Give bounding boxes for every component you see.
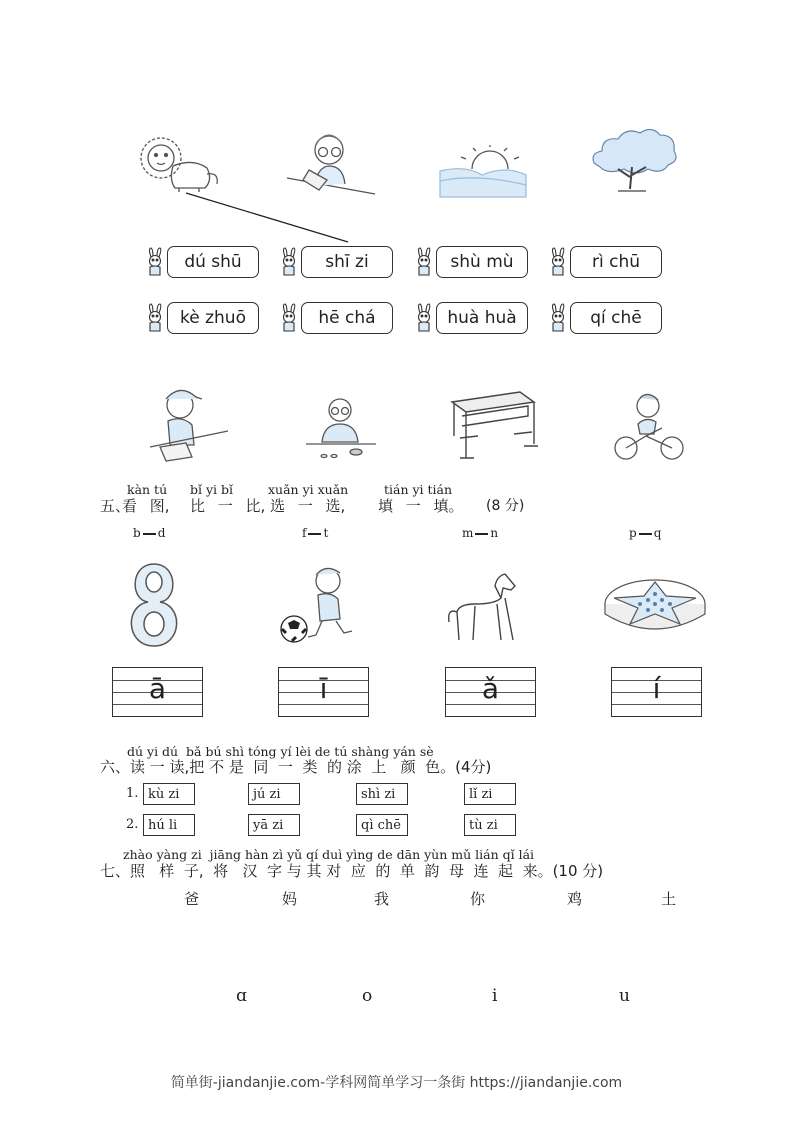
tree-picture bbox=[588, 125, 680, 197]
pinyin-box: kè zhuō bbox=[167, 302, 259, 334]
pair-dash bbox=[639, 533, 652, 535]
bunny-icon bbox=[145, 303, 165, 333]
hanzi-character[interactable]: 我 bbox=[374, 890, 390, 908]
pinyin-option-box[interactable]: jú zi bbox=[248, 783, 300, 805]
pinyin-box: shù mù bbox=[436, 246, 528, 278]
writing-grid[interactable] bbox=[112, 667, 203, 717]
hanzi-character[interactable]: 鸡 bbox=[567, 890, 583, 908]
pinyin-option-box[interactable]: yā zi bbox=[248, 814, 300, 836]
pinyin-option-box[interactable]: shì zi bbox=[356, 783, 408, 805]
tone-mark: ā bbox=[148, 672, 167, 705]
pinyin-option-box[interactable]: lǐ zi bbox=[464, 783, 516, 805]
section5-title-pinyin: kàn tú bbox=[127, 482, 168, 497]
bunny-icon bbox=[279, 303, 299, 333]
bunny-icon bbox=[414, 303, 434, 333]
single-vowel[interactable]: u bbox=[619, 986, 630, 1006]
boy-with-football-picture bbox=[278, 563, 363, 645]
lion-picture bbox=[135, 128, 225, 198]
bunny-icon bbox=[548, 247, 568, 277]
bunny-icon bbox=[279, 247, 299, 277]
writing-grid[interactable] bbox=[445, 667, 536, 717]
letter-left: p bbox=[629, 526, 637, 540]
bunny-icon bbox=[145, 247, 165, 277]
tone-mark: ī bbox=[319, 672, 328, 705]
section5-title-word: 选 一 选, bbox=[270, 497, 346, 515]
section6-title-pinyin: dú yi dú bǎ bú shì tóng yí lèi de tú shàng yán sè bbox=[127, 744, 434, 759]
section5-title-word: 看 图, bbox=[122, 497, 170, 515]
tone-mark: ǎ bbox=[481, 672, 500, 705]
hanzi-character[interactable]: 妈 bbox=[282, 890, 298, 908]
hanzi-character[interactable]: 土 bbox=[661, 890, 677, 908]
writing-grid[interactable] bbox=[278, 667, 369, 717]
riding-bike-picture bbox=[608, 388, 692, 466]
pinyin-box: hē chá bbox=[301, 302, 393, 334]
pair-dash bbox=[475, 533, 488, 535]
letter-pair bbox=[302, 526, 328, 540]
pinyin-box: huà huà bbox=[436, 302, 528, 334]
section5-number: 五、 bbox=[100, 497, 131, 515]
tone-mark: í bbox=[652, 672, 661, 705]
letter-pair bbox=[629, 526, 661, 540]
horse-picture bbox=[445, 568, 527, 646]
example-connect-line bbox=[180, 190, 355, 246]
single-vowel[interactable]: o bbox=[362, 986, 373, 1006]
section5-score: (8 分) bbox=[486, 498, 525, 514]
drawing-boy-picture bbox=[148, 385, 233, 465]
sunrise-picture bbox=[436, 145, 528, 200]
section5-title-pinyin: xuǎn yi xuǎn bbox=[268, 482, 349, 497]
letter-right: q bbox=[653, 526, 662, 540]
pinyin-box: shī zi bbox=[301, 246, 393, 278]
checkers-board-picture bbox=[600, 574, 710, 639]
desk-picture bbox=[448, 388, 538, 463]
section5-title-word: 比 一 比, bbox=[190, 497, 266, 515]
letter-right: d bbox=[157, 526, 166, 540]
letter-left: m bbox=[462, 526, 474, 540]
letter-left: b bbox=[133, 526, 141, 540]
section5-title-pinyin: bǐ yi bǐ bbox=[190, 482, 234, 497]
pinyin-box: qí chē bbox=[570, 302, 662, 334]
section5-title-pinyin: tián yi tián bbox=[384, 482, 453, 497]
bunny-icon bbox=[414, 247, 434, 277]
hanzi-character[interactable]: 爸 bbox=[184, 890, 200, 908]
letter-pair bbox=[462, 526, 498, 540]
reading-child-picture bbox=[283, 128, 379, 198]
pinyin-box: rì chū bbox=[570, 246, 662, 278]
pinyin-box: dú shū bbox=[167, 246, 259, 278]
letter-right: n bbox=[490, 526, 499, 540]
single-vowel[interactable]: ɑ bbox=[236, 986, 247, 1006]
pinyin-option-box[interactable]: hú li bbox=[143, 814, 195, 836]
pair-dash bbox=[308, 533, 321, 535]
section7-title-pinyin: zhào yàng zi jiāng hàn zì yǔ qí duì yìng de dān yùn mǔ lián qǐ lái bbox=[123, 847, 535, 862]
pinyin-option-box[interactable]: kù zi bbox=[143, 783, 195, 805]
section7-title: 七、照 样 子, 将 汉 字 与 其 对 应 的 单 韵 母 连 起 来。(10 分) bbox=[100, 862, 604, 880]
number-eight-picture bbox=[122, 560, 187, 650]
drinking-tea-picture bbox=[300, 390, 380, 465]
letter-left: f bbox=[302, 526, 307, 540]
section6-title: 六、读 一 读,把 不 是 同 一 类 的 涂 上 颜 色。(4分) bbox=[100, 758, 492, 776]
single-vowel[interactable]: i bbox=[492, 986, 498, 1006]
pair-dash bbox=[143, 533, 156, 535]
section5-title-word: 填 一 填。 bbox=[378, 497, 464, 515]
letter-pair bbox=[133, 526, 165, 540]
pinyin-option-box[interactable]: tù zi bbox=[464, 814, 516, 836]
page-footer: 简单街-jiandanjie.com-学科网简单学习一条街 https://jiandanjie.com bbox=[170, 1075, 623, 1091]
question-number: 2. bbox=[126, 817, 139, 832]
bunny-icon bbox=[548, 303, 568, 333]
hanzi-character[interactable]: 你 bbox=[470, 890, 486, 908]
writing-grid[interactable] bbox=[611, 667, 702, 717]
letter-right: t bbox=[323, 526, 329, 540]
question-number: 1. bbox=[126, 786, 139, 801]
pinyin-option-box[interactable]: qì chē bbox=[356, 814, 408, 836]
